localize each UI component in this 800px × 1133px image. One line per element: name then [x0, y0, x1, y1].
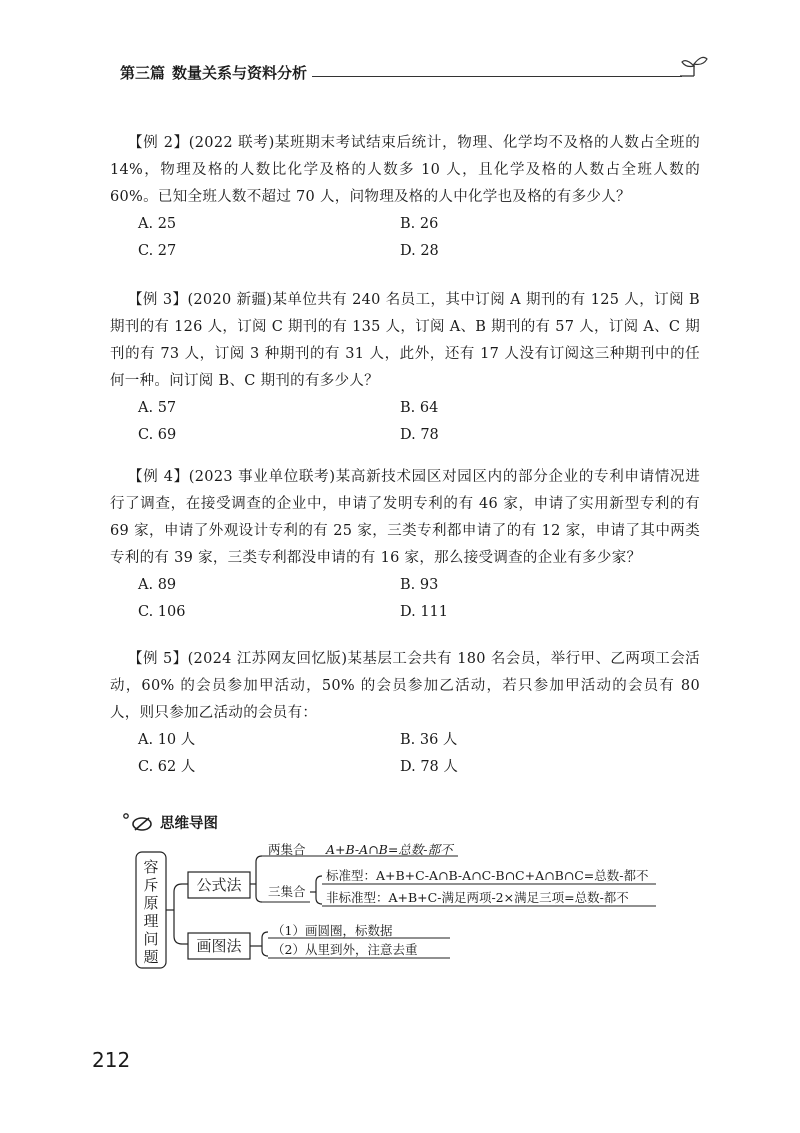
- question-text: 【例 4】(2023 事业单位联考)某高新技术园区对园区内的部分企业的专利申请情况进行了调查，在接受调查的企业中，申请了发明专利的有 46 家，申请了实用新型专利的有 69 家，申请了外观设计专利的有 25 家，三类专利都申请了的有 12 家，申请了其中两类专利的有 39 家，三类专利都没申请的有 16 家，那么接受调查的企业有多少家？: [110, 469, 700, 566]
- two-sets-formula: A+B-A∩B=总数-都不: [326, 842, 453, 857]
- option-a: A. 25: [138, 216, 177, 232]
- option-a: A. 10 人: [138, 732, 196, 748]
- question-example-4: [110, 464, 700, 626]
- page-header: [120, 60, 700, 90]
- answer-options: [138, 211, 700, 265]
- question-text: 【例 5】(2024 江苏网友回忆版)某基层工会共有 180 名会员，举行甲、乙两项工会活动，60% 的会员参加甲活动，50% 的会员参加乙活动，若只参加甲活动的会员有 80 人，则只参加乙活动的会员有：: [110, 651, 700, 721]
- question-example-5: [110, 646, 700, 781]
- root-char-5: 问: [143, 930, 159, 948]
- option-c: C. 27: [138, 243, 177, 259]
- mind-map-icon: [120, 812, 156, 834]
- option-c: C. 62 人: [138, 759, 196, 775]
- answer-options: [138, 727, 700, 781]
- page-number: 212: [92, 1048, 131, 1072]
- two-sets-label: 两集合: [268, 842, 306, 857]
- mind-map-title: 思维导图: [160, 816, 218, 832]
- question-text: 【例 2】(2022 联考)某班期末考试结束后统计，物理、化学均不及格的人数占全班的 14%，物理及格的人数比化学及格的人数多 10 人，且化学及格的人数占全班人数的 60%。已知全班人数不超过 70 人，问物理及格的人中化学也及格的有多少人？: [110, 135, 700, 205]
- root-char-1: 容: [143, 858, 159, 876]
- option-d: D. 111: [400, 604, 449, 620]
- option-d: D. 78 人: [400, 759, 458, 775]
- option-a: A. 89: [138, 577, 177, 593]
- three-sets-label: 三集合: [268, 884, 306, 899]
- question-example-3: [110, 287, 700, 449]
- part-label: 第三篇: [120, 64, 166, 82]
- formula-method-label: 公式法: [196, 876, 242, 894]
- option-b: B. 36 人: [400, 732, 458, 748]
- option-b: B. 26: [400, 216, 439, 232]
- header-rule: [312, 76, 682, 77]
- mind-map-diagram: [130, 838, 670, 978]
- drawing-step-1: （1）画圆圈，标数据: [272, 923, 393, 938]
- answer-options: [138, 395, 700, 449]
- root-char-4: 理: [143, 912, 159, 930]
- question-text: 【例 3】(2020 新疆)某单位共有 240 名员工，其中订阅 A 期刊的有 125 人，订阅 B 期刊的有 126 人，订阅 C 期刊的有 135 人，订阅 A、B 期刊的有 57 人，订阅 A、C 期刊的有 73 人，订阅 3 种期刊的有 31 人，此外，还有 17 人没有订阅这三种期刊中的任何一种。问订阅 B、C 期刊的有多少人？: [110, 292, 700, 389]
- root-char-6: 题: [143, 948, 159, 966]
- option-c: C. 106: [138, 604, 186, 620]
- nonstandard-type-formula: 非标准型：A+B+C-满足两项-2×满足三项=总数-都不: [326, 890, 629, 905]
- option-a: A. 57: [138, 400, 177, 416]
- option-c: C. 69: [138, 427, 177, 443]
- option-b: B. 64: [400, 400, 439, 416]
- drawing-step-2: （2）从里到外，注意去重: [272, 942, 418, 957]
- chapter-title: 数量关系与资料分析: [172, 64, 308, 82]
- answer-options: [138, 572, 700, 626]
- root-char-2: 斥: [143, 876, 159, 894]
- question-example-2: [110, 130, 700, 265]
- option-b: B. 93: [400, 577, 439, 593]
- drawing-method-label: 画图法: [196, 937, 242, 955]
- sprout-icon: [676, 54, 712, 84]
- option-d: D. 78: [400, 427, 439, 443]
- root-bracket: [174, 884, 182, 944]
- option-d: D. 28: [400, 243, 439, 259]
- standard-type-formula: 标准型：A+B+C-A∩B-A∩C-B∩C+A∩B∩C=总数-都不: [326, 868, 649, 883]
- root-char-3: 原: [143, 894, 159, 912]
